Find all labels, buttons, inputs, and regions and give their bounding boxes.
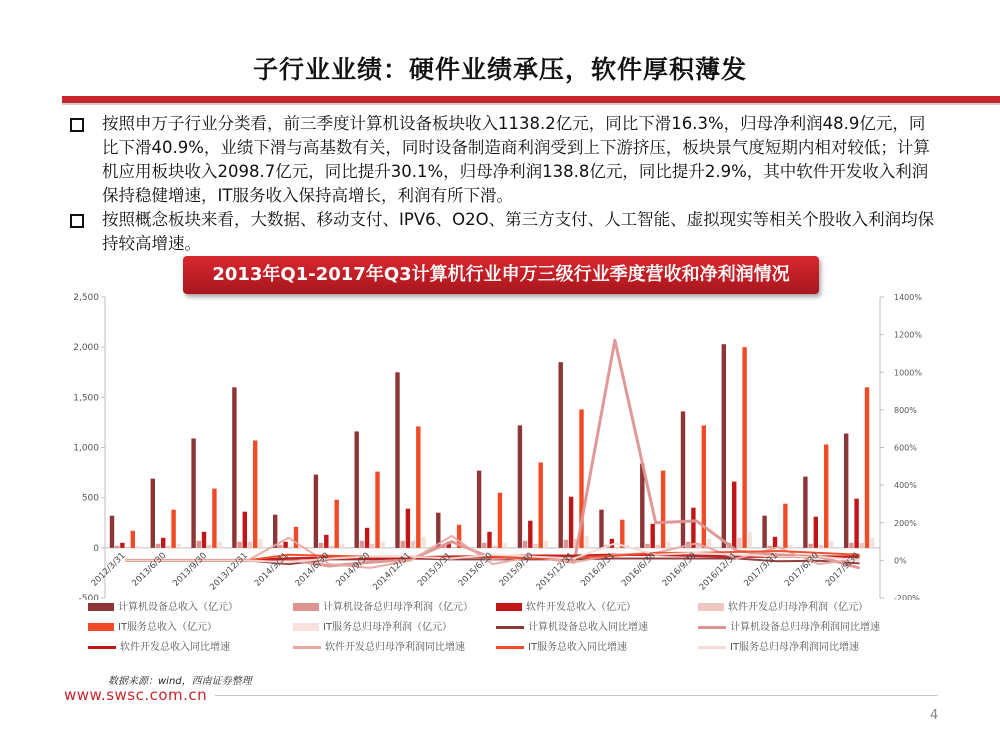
legend-bar-swatch-icon <box>698 603 724 611</box>
bar-mark <box>197 541 201 548</box>
bar-mark <box>237 542 241 548</box>
bar-mark <box>335 500 339 548</box>
bar-mark <box>666 542 670 548</box>
bar-mark <box>691 508 695 548</box>
bar-mark <box>421 537 425 548</box>
bar-mark <box>329 546 333 548</box>
legend-line-swatch-icon <box>293 646 321 649</box>
legend-item <box>496 598 636 613</box>
legend-item <box>698 638 859 653</box>
bar-mark <box>166 546 170 548</box>
legend-line-swatch-icon <box>698 646 726 649</box>
legend-label: 软件开发总归母净利润（亿元） <box>728 602 868 613</box>
bar-mark <box>278 545 282 548</box>
bar-mark <box>533 544 537 548</box>
right-axis-tick-label: 200% <box>894 518 917 528</box>
title-underline <box>62 96 1000 103</box>
chart-title-banner: 2013年Q1-2017年Q3计算机行业申万三级行业季度营收和净利润情况 <box>183 256 819 294</box>
bar-mark <box>202 532 206 548</box>
bar-mark <box>783 504 787 548</box>
bar-mark <box>171 510 175 548</box>
bar-mark <box>493 546 497 548</box>
square-bullet-icon <box>70 214 84 228</box>
legend-bar-swatch-icon <box>293 603 319 611</box>
x-axis-tick-label: 2012/3/31 <box>89 550 128 589</box>
legend-bar-swatch-icon <box>496 603 522 611</box>
legend-label: 计算机设备总归母净利润（亿元） <box>323 602 473 613</box>
legend-item <box>293 598 473 613</box>
bar-mark <box>452 547 456 548</box>
legend-line-swatch-icon <box>698 626 726 629</box>
bar-mark <box>569 497 573 548</box>
bar-mark <box>564 540 568 548</box>
bar-mark <box>528 521 532 548</box>
right-axis-tick-label: 600% <box>894 443 917 453</box>
bar-mark <box>411 541 415 548</box>
bar-mark <box>258 539 262 548</box>
bar-mark <box>865 387 869 548</box>
bullet-text: 按照申万子行业分类看，前三季度计算机设备板块收入1138.2亿元，同比下滑16.3%，归母净利润48.9亿元，同比下滑40.9%，业绩下滑与高基数有关，同时设备制造商利润受到上下游挤压，板块景气度短期内相对较低；计算机应用板块收入2098.7亿元，同比提升30.1%，归母净利润138.8亿元，同比提升2.9%，其中软件开发收入利润保持稳健增速，IT服务收入保持高增长，利润有所下滑。 <box>102 114 930 205</box>
x-axis-tick-label: 2015/12/31 <box>534 550 577 593</box>
legend-line-swatch-icon <box>496 646 524 649</box>
right-axis-tick-label: 800% <box>894 405 917 415</box>
left-axis-tick-label: 1,000 <box>73 443 99 454</box>
right-axis-tick-label: -200% <box>894 594 920 600</box>
legend-label: IT服务总归母净利润（亿元） <box>323 622 453 633</box>
bar-mark <box>177 544 181 548</box>
legend-label: 计算机设备总收入（亿元） <box>118 602 238 613</box>
legend-item <box>496 638 627 653</box>
left-axis-tick-label: 1,500 <box>73 393 99 404</box>
bar-mark <box>523 541 527 548</box>
bar-mark <box>651 524 655 548</box>
x-axis-tick-label: 2013/9/30 <box>171 550 210 589</box>
bar-mark <box>762 516 766 548</box>
bar-mark <box>401 541 405 548</box>
bar-mark <box>803 477 807 548</box>
legend-label: 软件开发总收入同比增速 <box>120 642 230 653</box>
legend-item <box>698 598 868 613</box>
bar-mark <box>498 493 502 548</box>
legend-label: 软件开发总收入（亿元） <box>526 602 636 613</box>
page-number: 4 <box>930 708 939 723</box>
x-axis-tick-label: 2015/9/30 <box>497 550 536 589</box>
bar-mark <box>381 542 385 548</box>
bar-mark <box>161 538 165 548</box>
bar-mark <box>559 362 563 548</box>
bar-mark <box>487 532 491 548</box>
bar-mark <box>416 426 420 547</box>
x-axis-tick-label: 2017/6/30 <box>783 550 821 589</box>
bar-mark <box>849 543 853 548</box>
x-axis-tick-label: 2016/6/30 <box>619 550 658 589</box>
legend-bar-swatch-icon <box>88 603 114 611</box>
bar-mark <box>273 515 277 548</box>
bar-mark <box>207 545 211 548</box>
legend-bar-swatch-icon <box>293 623 319 631</box>
x-axis-tick-label: 2016/3/31 <box>579 550 618 589</box>
bar-mark <box>253 441 257 548</box>
bar-mark <box>503 543 507 548</box>
bar-mark <box>283 542 287 548</box>
bar-mark <box>681 411 685 548</box>
x-axis-tick-label: 2016/9/30 <box>660 550 699 589</box>
bar-mark <box>773 537 777 548</box>
right-axis-tick-label: 400% <box>894 481 917 491</box>
bar-mark <box>131 531 135 548</box>
slide-title: 子行业业绩：硬件业绩承压，软件厚积薄发 <box>252 55 747 84</box>
bar-mark <box>151 479 155 548</box>
footer-divider <box>215 695 938 696</box>
bar-mark <box>656 545 660 548</box>
legend-label: 软件开发总归母净利润同比增速 <box>325 642 465 653</box>
bar-mark <box>375 472 379 548</box>
bar-mark <box>115 546 119 548</box>
bullet-item <box>68 112 938 208</box>
legend-item <box>698 618 880 633</box>
bullet-item <box>68 208 938 256</box>
bar-mark <box>732 482 736 548</box>
bar-mark <box>539 463 543 548</box>
x-axis-tick-label: 2016/12/31 <box>697 550 740 593</box>
bar-mark <box>824 445 828 548</box>
bar-mark <box>360 541 364 548</box>
bullet-list <box>68 112 938 256</box>
bar-mark <box>319 543 323 548</box>
bar-mark <box>136 546 140 548</box>
bar-mark <box>544 541 548 548</box>
bar-mark <box>217 542 221 548</box>
bullet-text: 按照概念板块来看，大数据、移动支付、IPV6、O2O、第三方支付、人工智能、虚拟现实等相关个股收入利润均保持较高增速。 <box>102 210 935 253</box>
legend-label: IT服务总收入同比增速 <box>528 642 628 653</box>
left-axis-tick-label: 2,500 <box>73 293 99 303</box>
bar-mark <box>702 425 706 547</box>
footer-url[interactable]: www.swsc.com.cn <box>64 686 208 704</box>
legend-label: IT服务总归母净利润同比增速 <box>730 642 860 653</box>
right-axis-tick-label: 0% <box>894 556 907 566</box>
bar-mark <box>406 509 410 548</box>
bar-mark <box>125 547 129 548</box>
x-axis-tick-label: 2013/6/30 <box>130 550 169 589</box>
bar-mark <box>324 535 328 548</box>
bar-mark <box>748 532 752 548</box>
x-axis-tick-label: 2017/3/31 <box>742 550 781 589</box>
bar-mark <box>808 544 812 548</box>
legend-item <box>293 638 465 653</box>
bar-mark <box>477 471 481 548</box>
left-axis-tick-label: 2,000 <box>73 343 99 354</box>
bar-mark <box>395 372 399 548</box>
legend-label: 计算机设备总归母净利润同比增速 <box>730 622 880 633</box>
bar-mark <box>620 520 624 548</box>
left-axis-tick-label: 500 <box>81 493 99 504</box>
bar-mark <box>645 544 649 548</box>
bar-mark <box>661 471 665 548</box>
x-axis-tick-label: 2014/12/31 <box>371 550 414 593</box>
bar-mark <box>212 489 216 548</box>
title-underline-shadow <box>62 103 1000 105</box>
bar-mark <box>737 538 741 548</box>
bar-mark <box>854 499 858 548</box>
bar-mark <box>742 347 746 548</box>
bar-mark <box>156 544 160 548</box>
legend-item <box>88 638 230 653</box>
bar-mark <box>788 545 792 548</box>
bar-mark <box>819 545 823 548</box>
bar-mark <box>340 544 344 548</box>
data-source-note: 数据来源：wind，西南证券整理 <box>108 676 252 687</box>
x-axis-tick-label: 2015/3/31 <box>415 550 454 589</box>
x-axis-tick-label: 2015/6/30 <box>456 550 495 589</box>
bar-mark <box>355 431 359 547</box>
x-axis-tick-label: 2014/9/30 <box>334 550 373 589</box>
bar-mark <box>615 547 619 548</box>
bar-mark <box>829 541 833 548</box>
bar-mark <box>110 516 114 548</box>
legend-line-swatch-icon <box>496 626 524 629</box>
bar-mark <box>232 387 236 548</box>
bar-mark <box>585 536 589 548</box>
combo-chart <box>0 290 1000 600</box>
bar-mark <box>314 475 318 548</box>
legend-line-swatch-icon <box>88 646 116 649</box>
bar-mark <box>248 542 252 548</box>
legend-item <box>496 618 648 633</box>
square-bullet-icon <box>70 118 84 132</box>
right-axis-tick-label: 1000% <box>894 368 922 378</box>
left-axis-tick-label: -500 <box>78 594 99 600</box>
right-axis-tick-label: 1400% <box>894 293 922 302</box>
right-axis-tick-label: 1200% <box>894 330 922 340</box>
bar-mark <box>243 512 247 548</box>
bar-mark <box>814 517 818 548</box>
legend-item <box>88 598 238 613</box>
bar-mark <box>120 543 124 548</box>
bar-mark <box>860 543 864 548</box>
bar-mark <box>191 439 195 548</box>
legend-label: IT服务总收入（亿元） <box>118 622 218 633</box>
bar-mark <box>844 434 848 548</box>
left-axis-tick-label: 0 <box>93 543 99 554</box>
bar-mark <box>768 546 772 548</box>
bar-mark <box>370 544 374 548</box>
x-axis-tick-label: 2013/12/31 <box>208 550 250 593</box>
legend-item <box>293 618 452 633</box>
x-axis-tick-label: 2017/9/30 <box>823 550 862 589</box>
bar-mark <box>518 425 522 547</box>
bar-mark <box>599 510 603 548</box>
legend-bar-swatch-icon <box>88 623 114 631</box>
bar-mark <box>722 344 726 548</box>
x-axis-tick-label: 2014/6/30 <box>293 550 332 589</box>
bar-mark <box>289 547 293 548</box>
bar-mark <box>870 538 874 548</box>
bar-mark <box>365 528 369 548</box>
legend-label: 计算机设备总收入同比增速 <box>528 622 648 633</box>
bar-mark <box>482 543 486 548</box>
legend-item <box>88 618 217 633</box>
x-axis-tick-label: 2014/3/31 <box>252 550 291 589</box>
